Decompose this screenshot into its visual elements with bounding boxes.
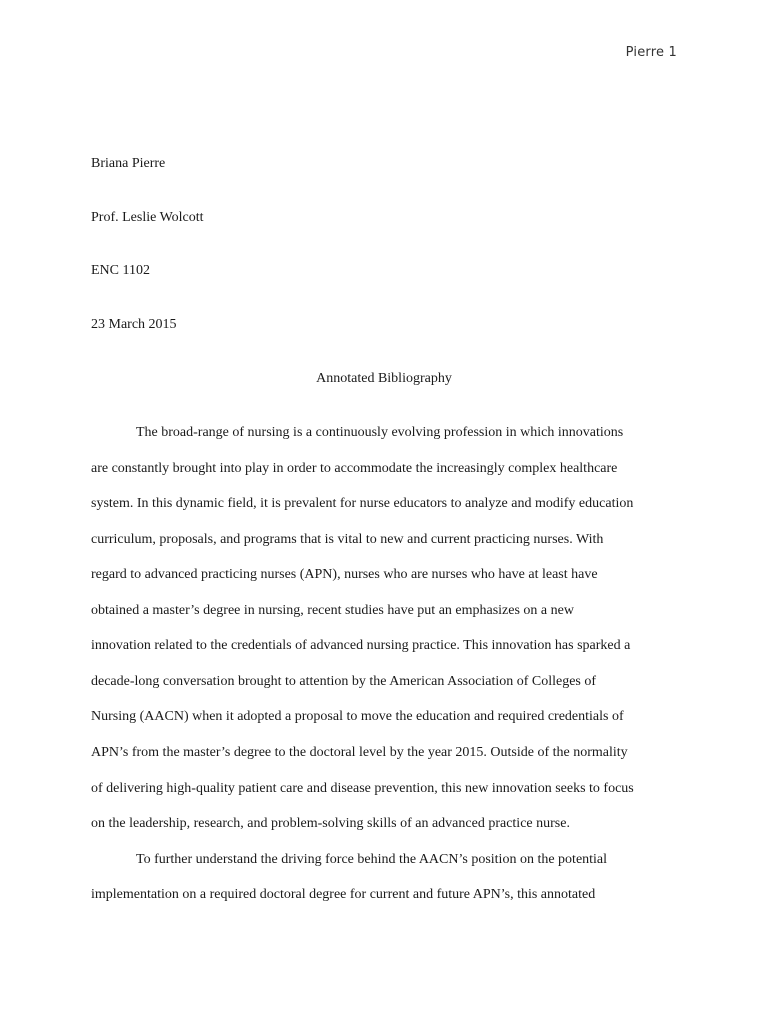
body-line: To further understand the driving force behind the AACN’s position on the potential [136, 852, 608, 867]
body-line: of delivering high-quality patient care and disease prevention, this new innovation seeks to focus [91, 781, 634, 796]
body-line: obtained a master’s degree in nursing, recent studies have put an emphasizes on a new [91, 603, 574, 618]
body-line: APN’s from the master’s degree to the doctoral level by the year 2015. Outside of the normality [91, 745, 628, 760]
running-header: Pierre 1 [625, 45, 677, 60]
body-line: Nursing (AACN) when it adopted a proposal to move the education and required credentials of [91, 709, 624, 724]
body-line: curriculum, proposals, and programs that is vital to new and current practicing nurses. With [91, 532, 604, 547]
body-line: decade-long conversation brought to attention by the American Association of Colleges of [91, 674, 597, 689]
professor-name: Prof. Leslie Wolcott [91, 209, 204, 225]
course-code: ENC 1102 [91, 263, 150, 278]
date: 23 March 2015 [91, 316, 177, 332]
heading-block [91, 154, 204, 368]
body-line: system. In this dynamic field, it is prevalent for nurse educators to analyze and modify education [91, 496, 634, 511]
body-line: regard to advanced practicing nurses (APN), nurses who are nurses who have at least have [91, 567, 598, 582]
document-title: Annotated Bibliography [316, 371, 452, 386]
student-name: Briana Pierre [91, 156, 166, 171]
body-line: are constantly brought into play in order to accommodate the increasingly complex healthcare [91, 461, 618, 476]
body-line: innovation related to the credentials of advanced nursing practice. This innovation has sparked a [91, 638, 631, 653]
body-line: The broad-range of nursing is a continuously evolving profession in which innovations [136, 425, 624, 440]
body-line: on the leadership, research, and problem-solving skills of an advanced practice nurse. [91, 816, 570, 831]
body-line: implementation on a required doctoral degree for current and future APN’s, this annotated [91, 887, 596, 902]
